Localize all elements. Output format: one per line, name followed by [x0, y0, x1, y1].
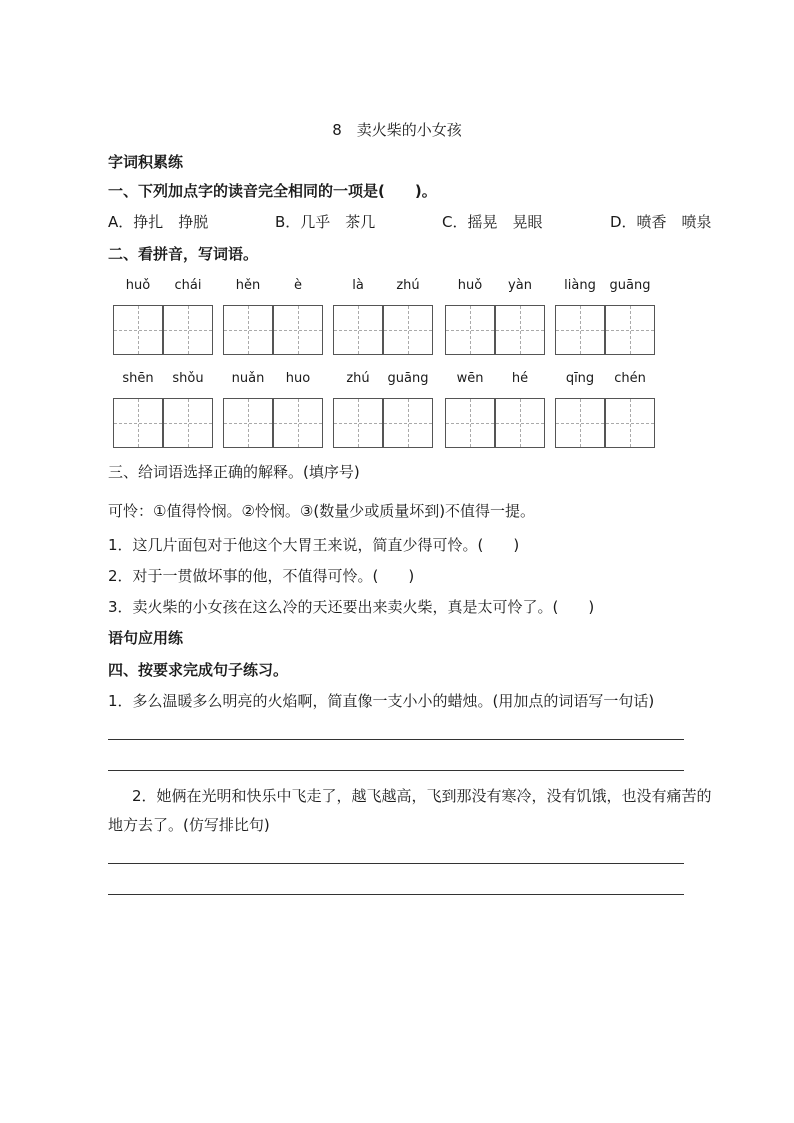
writing-box[interactable] [605, 305, 655, 355]
writing-box[interactable] [163, 305, 213, 355]
writing-box[interactable] [495, 305, 545, 355]
question-2-text: 二、看拼音，写词语。 [108, 245, 259, 263]
writing-box[interactable] [273, 305, 323, 355]
pinyin-label: hé [511, 371, 529, 386]
writing-box[interactable] [605, 398, 655, 448]
writing-box[interactable] [113, 305, 163, 355]
pinyin-label: huǒ [125, 278, 151, 293]
writing-box[interactable] [383, 398, 433, 448]
q3-definition: 可怜：①值得怜悯。②怜悯。③(数量少或质量坏到)不值得一提。 [108, 502, 536, 520]
pinyin-label: chén [614, 371, 646, 386]
pinyin-label: yàn [508, 278, 532, 293]
answer-line[interactable] [108, 894, 684, 895]
pinyin-label: liàng [564, 278, 596, 293]
pinyin-label: shēn [122, 371, 154, 386]
writing-box[interactable] [163, 398, 213, 448]
q1-option-d: D．喷香 喷泉 [610, 213, 712, 231]
pinyin-label: qīng [565, 371, 595, 386]
section-heading-sentences: 语句应用练 [108, 629, 184, 647]
pinyin-label: là [352, 278, 364, 293]
pinyin-label: zhú [396, 278, 420, 293]
q4-item-2-text: 2．她俩在光明和快乐中飞走了，越飞越高，飞到那没有寒冷，没有饥饿，也没有痛苦的地方去了。(仿写排比句) [108, 787, 712, 834]
question-1-text: 一、下列加点字的读音完全相同的一项是( )。 [108, 182, 437, 200]
pinyin-label: hěn [235, 278, 261, 293]
pinyin-label: guāng [387, 371, 429, 386]
pinyin-label: huo [285, 371, 311, 386]
writing-box[interactable] [333, 305, 383, 355]
pinyin-label: chái [174, 278, 202, 293]
writing-box[interactable] [383, 305, 433, 355]
answer-line[interactable] [108, 863, 684, 864]
q1-option-a: A．挣扎 挣脱 [108, 213, 209, 231]
page-title: 8 卖火柴的小女孩 [332, 121, 462, 139]
q4-item-1: 1．多么温暖多么明亮的火焰啊，简直像一支小小的蜡烛。(用加点的词语写一句话) [108, 692, 655, 710]
question-3-text: 三、给词语选择正确的解释。(填序号) [108, 463, 360, 481]
q1-option-c: C．摇晃 晃眼 [442, 213, 543, 231]
answer-line[interactable] [108, 739, 684, 740]
section-heading-vocabulary: 字词积累练 [108, 153, 184, 171]
writing-box[interactable] [445, 398, 495, 448]
writing-box[interactable] [223, 305, 273, 355]
writing-box[interactable] [113, 398, 163, 448]
q3-item-2: 2．对于一贯做坏事的他，不值得可怜。( ) [108, 567, 415, 585]
q4-item-2 [108, 782, 720, 840]
writing-box[interactable] [445, 305, 495, 355]
pinyin-label: zhú [346, 371, 370, 386]
pinyin-label: wēn [456, 371, 484, 386]
writing-box[interactable] [555, 305, 605, 355]
q1-option-b: B．几乎 茶几 [275, 213, 376, 231]
answer-line[interactable] [108, 770, 684, 771]
writing-box[interactable] [333, 398, 383, 448]
pinyin-label: nuǎn [231, 371, 265, 386]
pinyin-label: shǒu [172, 371, 204, 386]
pinyin-label: huǒ [457, 278, 483, 293]
writing-box[interactable] [495, 398, 545, 448]
writing-box[interactable] [273, 398, 323, 448]
question-4-text: 四、按要求完成句子练习。 [108, 661, 289, 679]
pinyin-label: guāng [609, 278, 651, 293]
writing-box[interactable] [555, 398, 605, 448]
writing-box[interactable] [223, 398, 273, 448]
pinyin-label: è [294, 278, 302, 293]
q3-item-1: 1．这几片面包对于他这个大胃王来说，简直少得可怜。( ) [108, 536, 520, 554]
q3-item-3: 3．卖火柴的小女孩在这么冷的天还要出来卖火柴，真是太可怜了。( ) [108, 598, 595, 616]
